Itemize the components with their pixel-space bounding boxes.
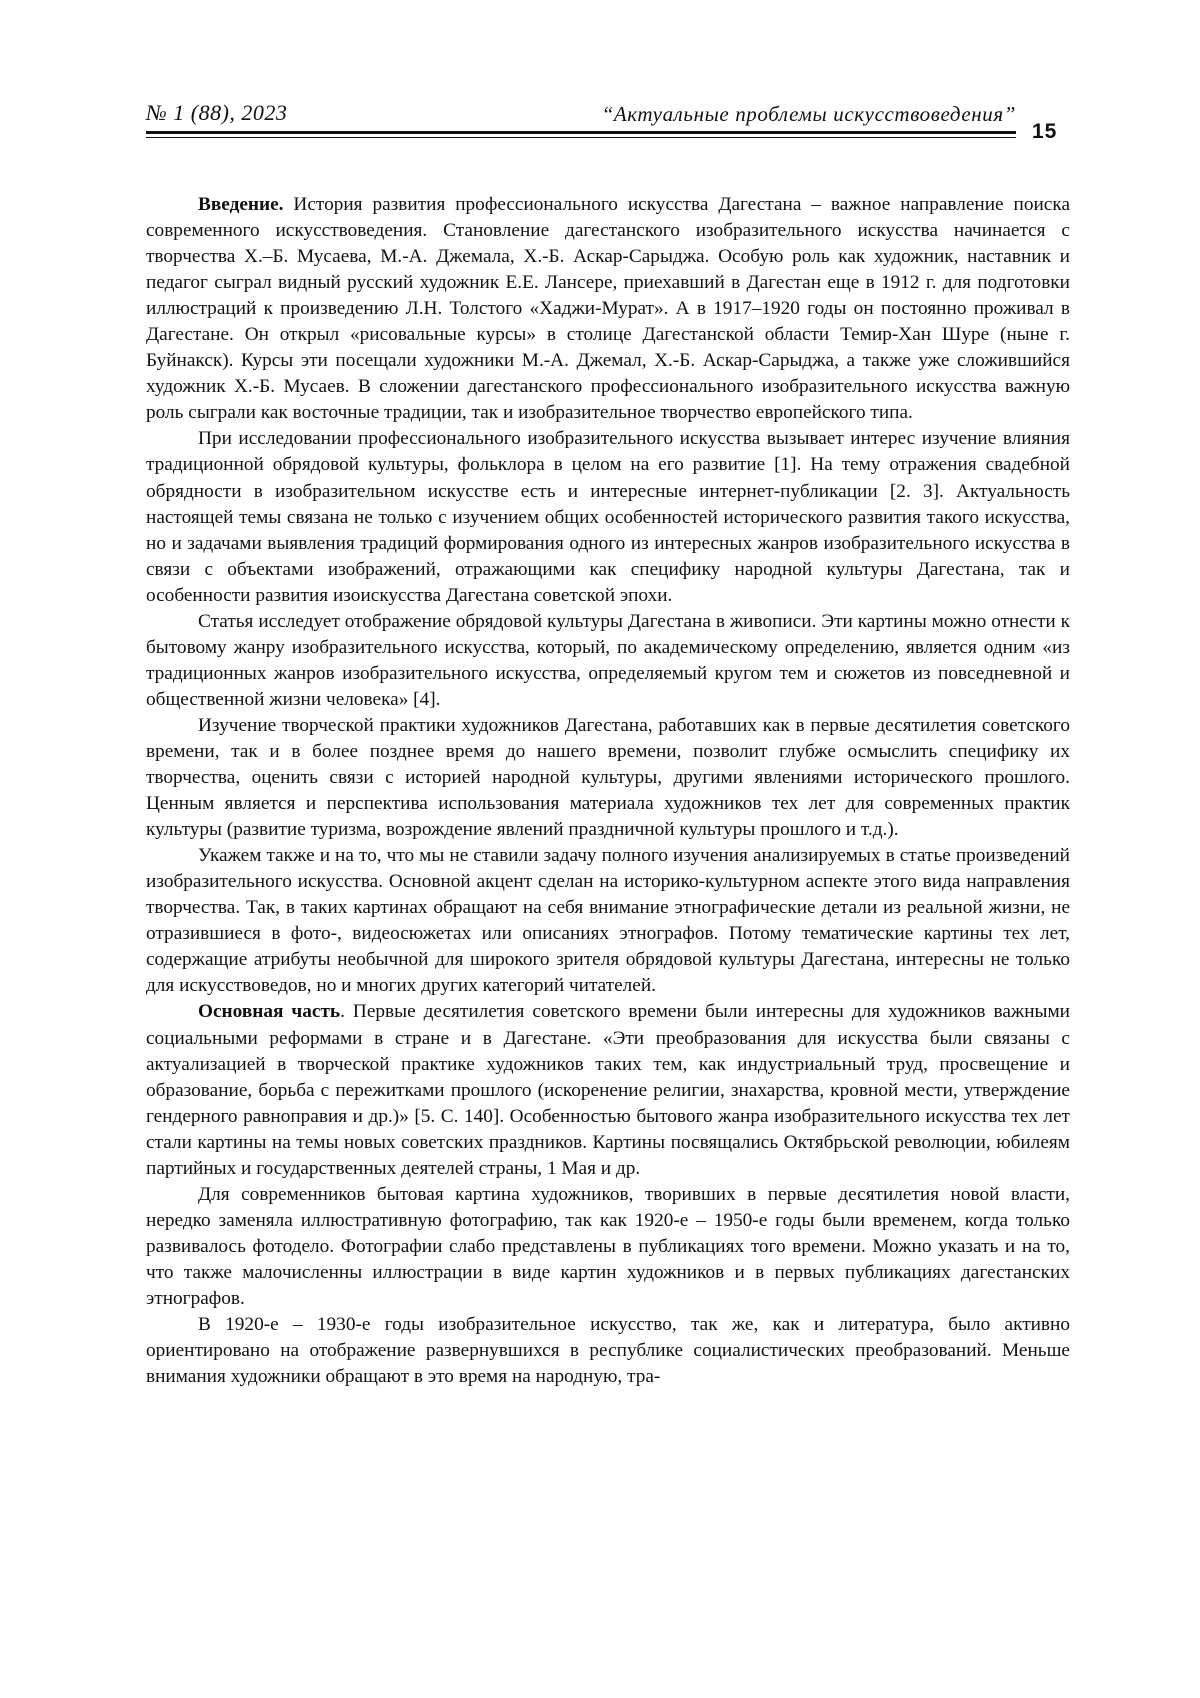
header-rule-thick: [146, 131, 1016, 134]
paragraph-text: . Первые десятилетия советского времени были интересны для художников важными социальными реформами в стране и в Дагестане. «Эти преобразования для искусства были связаны с актуализацией в творческой практике художников таких тем, как индустриальный труд, просвещение и образование, борьба с пережитками прошлого (искоренение религии, знахарства, кровной мести, утверждение гендерного равноправия и др.)» [5. С. 140]. Особенностью бытового жанра изобразительного искусства тех лет стали картины на темы новых советских праздников. Картины посвящались Октябрьской революции, юбилеям партийных и государственных деятелей страны, 1 Мая и др.: [146, 1001, 1070, 1178]
paragraph: [146, 426, 1070, 608]
paragraph-introduction: [146, 192, 1070, 426]
paragraph: [146, 1312, 1070, 1390]
paragraph-main-part: [146, 999, 1070, 1181]
paragraph: [146, 713, 1070, 843]
paragraph-text: При исследовании профессионального изобразительного искусства вызывает интерес изучение влияния традиционной обрядовой культуры, фольклора в целом на его развитие [1]. На тему отражения свадебной обрядности в изобразительном искусстве есть и интересные интернет-публикации [2. 3]. Актуальность настоящей темы связана не только с изучением общих особенностей исторического развития такого искусства, но и задачами выявления традиций формирования одного из интересных жанров изобразительного искусства в связи с объектами изображений, отражающими как специфику народной культуры Дагестана, так и особенности развития изоискусства Дагестана советской эпохи.: [146, 428, 1070, 605]
paragraph-text: Для современников бытовая картина художников, творивших в первые десятилетия новой власти, нередко заменяла иллюстративную фотографию, так как 1920-е – 1950-е годы были временем, когда только развивалось фотодело. Фотографии слабо представлены в публикациях того времени. Можно указать и на то, что также малочисленны иллюстрации в виде картин художников и в первых публикациях дагестанских этнографов.: [146, 1184, 1070, 1309]
section-heading-introduction: Введение.: [198, 194, 284, 215]
running-header: [146, 100, 1016, 136]
paragraph: [146, 609, 1070, 713]
issue-number: № 1 (88), 2023: [146, 100, 287, 126]
paragraph: [146, 843, 1070, 999]
section-heading-main-part: Основная часть: [198, 1001, 340, 1022]
header-rule-thin: [146, 137, 1016, 138]
article-body: [146, 192, 1070, 1390]
paragraph: [146, 1182, 1070, 1312]
paragraph-text: Изучение творческой практики художников Дагестана, работавших как в первые десятилетия советского времени, так и в более позднее время до нашего времени, позволит глубже осмыслить специфику их творчества, оценить связи с историей народной культуры, другими явлениями исторического прошлого. Ценным является и перспектива использования материала художников тех лет для современных практик культуры (развитие туризма, возрождение явлений праздничной культуры прошлого и т.д.).: [146, 715, 1070, 840]
paragraph-text: Укажем также и на то, что мы не ставили задачу полного изучения анализируемых в статье произведений изобразительного искусства. Основной акцент сделан на историко-культурном аспекте этого вида направления творчества. Так, в таких картинах обращают на себя внимание этнографические детали из реальной жизни, не отразившиеся в фото-, видеосюжетах или описаниях этнографов. Потому тематические картины тех лет, содержащие атрибуты необычной для широкого зрителя обрядовой культуры Дагестана, интересны не только для искусствоведов, но и многих других категорий читателей.: [146, 845, 1070, 996]
paragraph-text: В 1920-е – 1930-е годы изобразительное искусство, так же, как и литература, было активно ориентировано на отображение развернувшихся в республике социалистических преобразований. Меньше внимания художники обращают в это время на народную, тра-: [146, 1314, 1070, 1387]
page-number: 15: [1032, 120, 1057, 144]
paragraph-text: Статья исследует отображение обрядовой культуры Дагестана в живописи. Эти картины можно отнести к бытовому жанру изобразительного искусства, который, по академическому определению, является одним «из традиционных жанров изобразительного искусства, определяемый кругом тем и сюжетов из повседневной и общественной жизни человека» [4].: [146, 611, 1070, 710]
paragraph-text: История развития профессионального искусства Дагестана – важное направление поиска современного искусствоведения. Становление дагестанского изобразительного искусства начинается с творчества Х.–Б. Мусаева, М.-А. Джемала, Х.-Б. Аскар-Сарыджа. Особую роль как художник, наставник и педагог сыграл видный русский художник Е.Е. Лансере, приехавший в Дагестан еще в 1912 г. для подготовки иллюстраций к произведению Л.Н. Толстого «Хаджи-Мурат». А в 1917–1920 годы он постоянно проживал в Дагестане. Он открыл «рисовальные курсы» в столице Дагестанской области Темир-Хан Шуре (ныне г. Буйнакск). Курсы эти посещали художники М.-А. Джемал, Х.-Б. Аскар-Сарыджа, а также уже сложившийся художник Х.-Б. Мусаев. В сложении дагестанского профессионального изобразительного искусства важную роль сыграли как восточные традиции, так и изобразительное творчество европейского типа.: [146, 194, 1070, 423]
journal-title: “Актуальные проблемы искусствоведения”: [602, 102, 1016, 127]
